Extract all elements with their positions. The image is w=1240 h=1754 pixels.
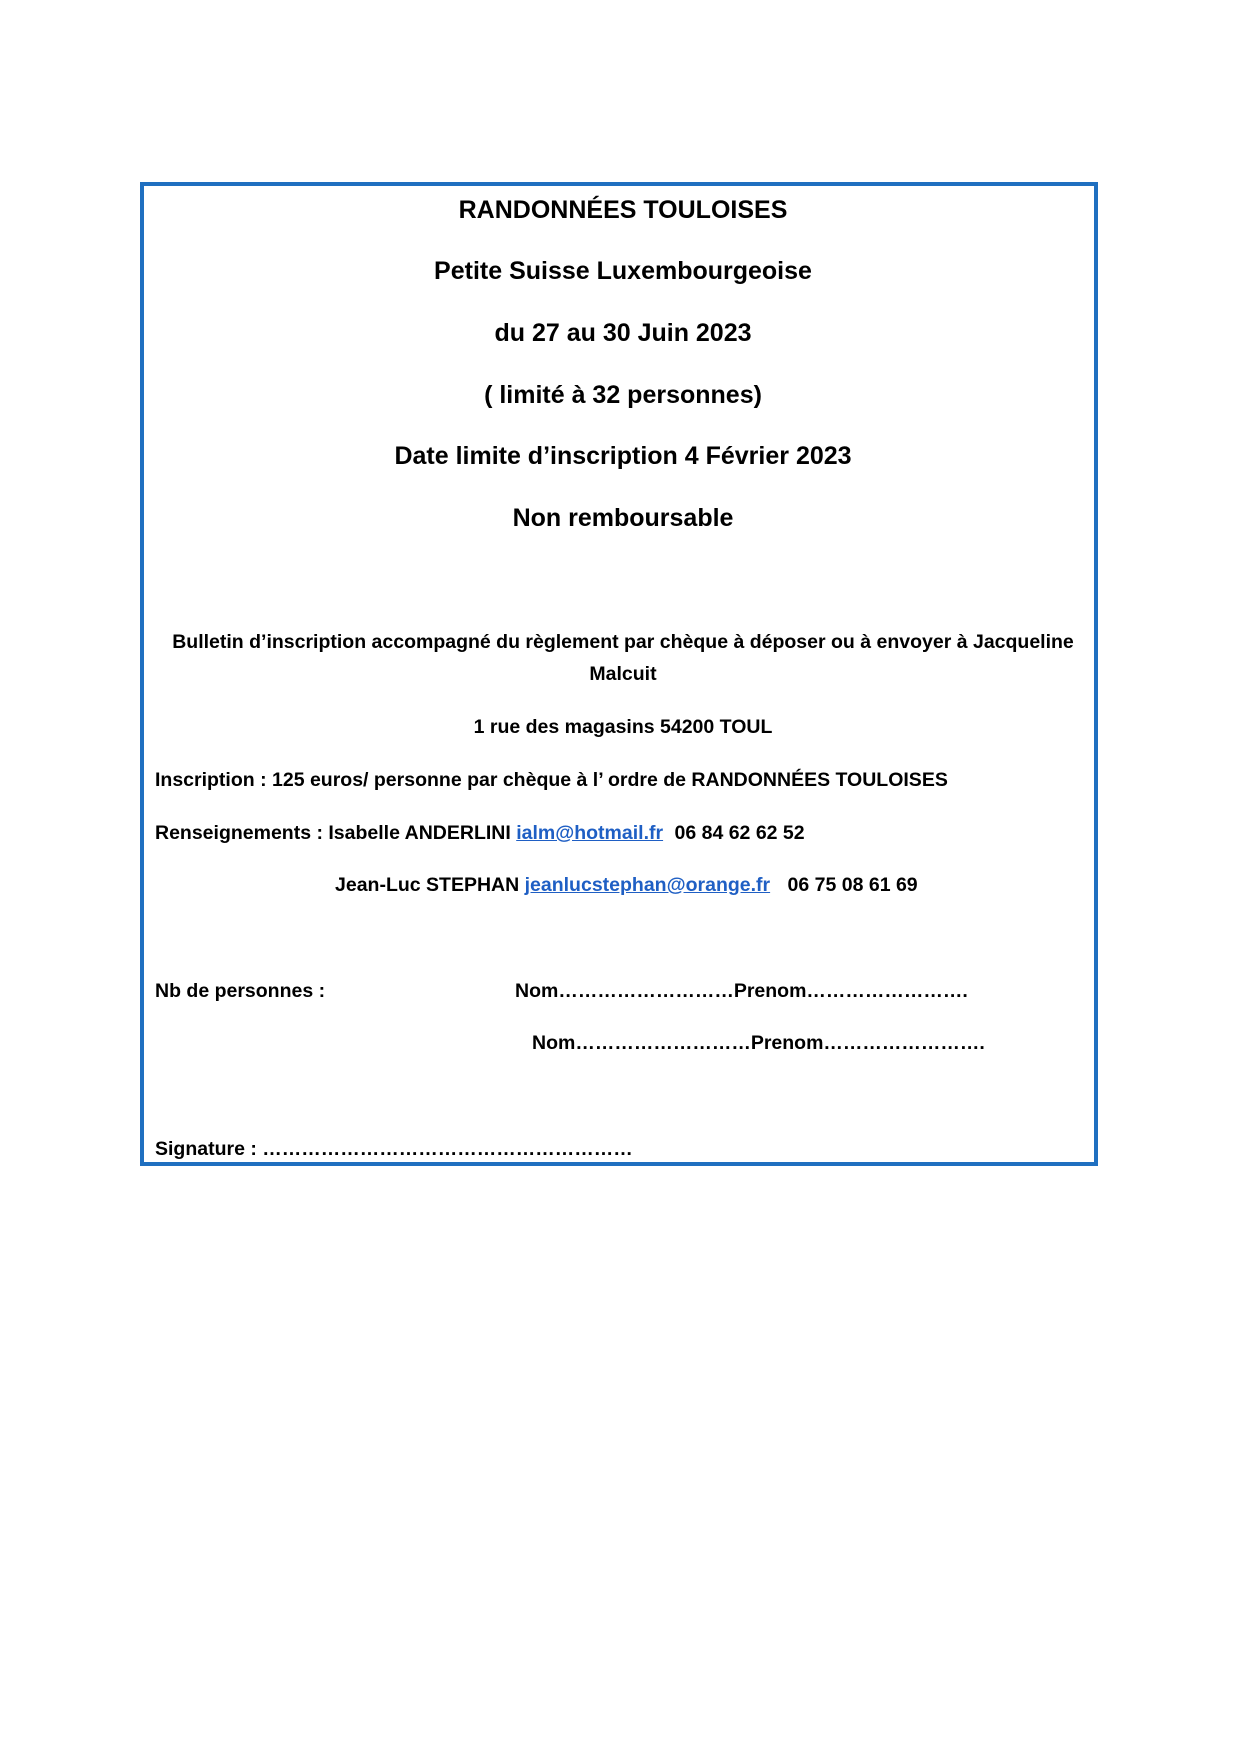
registration-form-frame [140, 182, 1098, 1166]
contact2-email-link[interactable]: jeanlucstephan@orange.fr [524, 874, 771, 896]
capacity-note: ( limité à 32 personnes) [484, 381, 762, 409]
contact2-name: Jean-Luc STEPHAN [335, 874, 520, 896]
contact-line-1 [155, 822, 805, 845]
contact1-email-link[interactable]: ialm@hotmail.fr [516, 822, 664, 844]
mailing-address: 1 rue des magasins 54200 TOUL [473, 716, 773, 738]
bulletin-instructions: Bulletin d’inscription accompagné du règlement par chèque à déposer ou à envoyer à Jacqueline Malcuit [172, 631, 1074, 685]
contact1-phone: 06 84 62 62 52 [674, 822, 805, 844]
trip-name: Petite Suisse Luxembourgeoise [434, 257, 812, 285]
refund-policy: Non remboursable [512, 504, 734, 532]
person1-name-field[interactable]: Nom………………………Prenom……………………. [515, 980, 968, 1002]
contact-line-2 [335, 874, 918, 897]
contact1-name: Renseignements : Isabelle ANDERLINI [155, 822, 511, 844]
nb-personnes-label: Nb de personnes : [155, 980, 326, 1002]
registration-deadline: Date limite d’inscription 4 Février 2023 [394, 442, 852, 470]
organization-title: RANDONNÉES TOULOISES [458, 196, 788, 224]
fee-line: Inscription : 125 euros/ personne par chèque à l’ ordre de RANDONNÉES TOULOISES [155, 769, 948, 791]
contact2-phone: 06 75 08 61 69 [787, 874, 918, 896]
person2-name-field[interactable]: Nom………………………Prenom……………………. [532, 1032, 985, 1054]
trip-dates: du 27 au 30 Juin 2023 [494, 319, 752, 347]
signature-field[interactable]: Signature : ………………………………………………… [155, 1138, 633, 1160]
